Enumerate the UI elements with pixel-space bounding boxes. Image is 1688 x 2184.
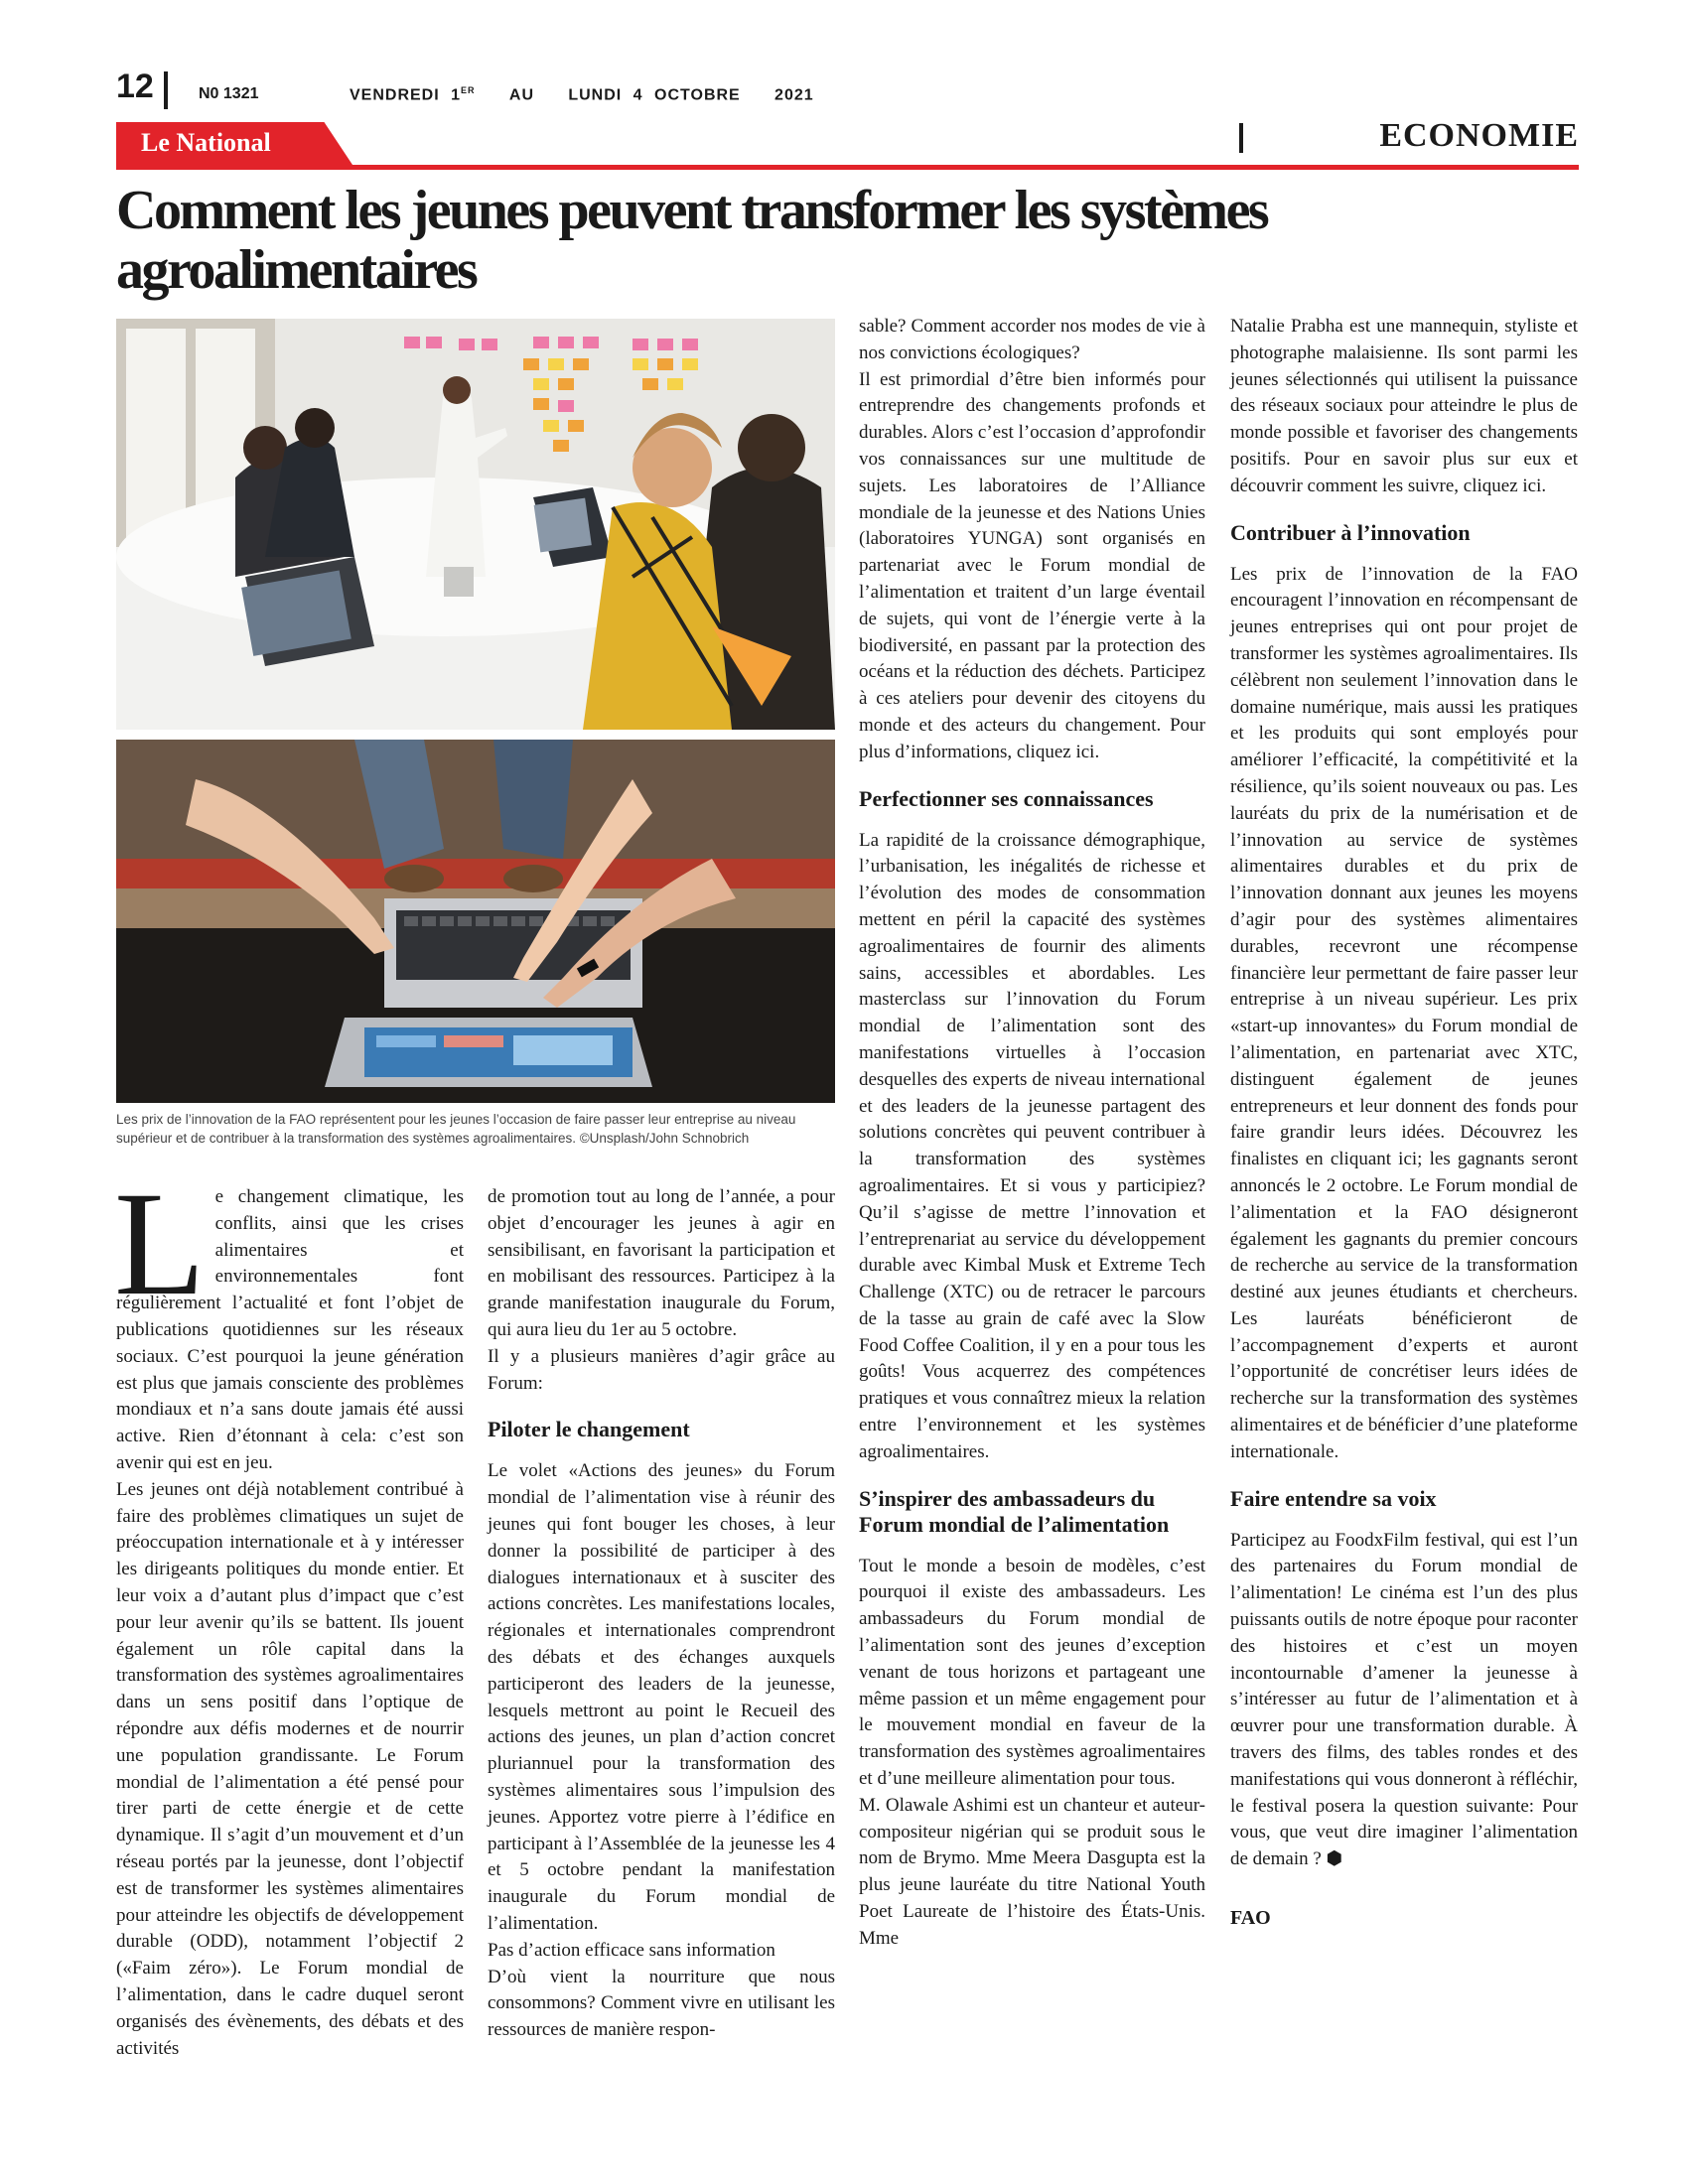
paragraph: Tout le monde a besoin de modèles, c’est pourquoi il existe des ambassadeurs. Les ambassadeurs du Forum mondial de l’alimentation sont des jeunes d’exception venant de tous horizons et partageant une même passion et un même engagement pour le mouvement mondial en faveur de la transformation des systèmes agroalimentaires et d’une meilleure alimentation pour tous. [859,1555,1205,1790]
paragraph: Natalie Prabha est une mannequin, styliste et photographe malaisienne. Ils sont parmi les jeunes sélectionnés qui utilisent la puissance des réseaux sociaux pour atteindre le plus de monde possible et favoriser des changements positifs. Pour en savoir plus sur eux et découvrir comment les suivre, cliquez ici. [1230,316,1578,496]
office-meeting-photo [116,319,835,730]
office-meeting-illustration [116,319,835,730]
paragraph: Il y a plusieurs manières d’agir grâce au Forum: [488,1345,835,1394]
subheading: Perfectionner ses connaissances [859,785,1154,811]
dateline [350,85,814,104]
paragraph: sable? Comment accorder nos modes de vie à nos convictions écologiques? [859,316,1205,363]
end-mark-icon: ⬢ [1326,1848,1343,1870]
article-headline: Comment les jeunes peuvent transformer les systèmes agroalimentaires [116,180,1268,301]
subheading: Contribuer à l’innovation [1230,519,1471,545]
intro-paragraph-text: e changement climatique, les conflits, ainsi que les crises alimentaires et environnementales font régulièrement l’actualité et font l’objet de publications quotidiennes sur les réseaux sociaux. C’est pourquoi la jeune génération est plus que jamais consciente des problèmes mondiaux et n’a sans doute jamais été aussi active. Rien d’étonnant à cela: c’est son avenir qui est en jeu. [116,1186,464,1473]
paragraph: Pas d’action efficace sans information [488,1939,775,1961]
paragraph: Les prix de l’innovation de la FAO encouragent l’innovation en récompensant de jeunes entreprises qui ont pour projet de transformer les systèmes agroalimentaires. Ils célèbrent non seulement l’innovation dans le domaine numérique, mais aussi les pratiques et les produits qui sont employés pour améliorer l’efficacité, la compétitivité et la résilience, qu’ils soient nouveaux ou pas. Les lauréats du prix de la numérisation et de l’innovation au service de systèmes alimentaires durables et du prix de l’innovation donnant aux jeunes les moyens d’agir pour des systèmes alimentaires durables, recevront une récompense financière leur permettant de faire passer leur entreprise à un niveau supérieur. Les prix «start-up innovantes» du Forum mondial de l’alimentation, en partenariat avec XTC, distinguent également de jeunes entrepreneurs et leur donnent des fonds pour faire grandir leurs idées. Découvrez les finalistes en cliquant ici; les gagnants seront annoncés le 2 octobre. Le Forum mondial de l’alimentation et la FAO désigneront également les gagnants du premier concours de recherche au service de la transformation destiné aux jeunes étudiants et chercheurs. Les lauréats bénéficieront de l’accompagnement d’experts et auront l’opportunité de concrétiser leurs idées de recherche sur la transformation des systèmes alimentaires et de bénéficier d’une plateforme internationale. [1230,563,1578,1462]
section-divider [1239,123,1243,153]
drop-cap: L [114,1161,206,1326]
header-rule [116,165,1579,170]
date-prefix: VENDREDI 1 [350,86,462,104]
page-number-divider [164,71,168,109]
closing-paragraph [1230,1528,1578,1873]
subheading: S’inspirer des ambassadeurs du Forum mondial de l’alimentation [859,1485,1170,1537]
section-title: ECONOMIE [1379,117,1579,154]
article-column-4 [1230,314,1578,1932]
paragraph: Les jeunes ont déjà notablement contribué à faire des problèmes climatiques un sujet de préoccupation internationale et à y intéresser les dirigeants politiques du monde entier. Et leur voix a d’autant plus d’impact que c’est pour leur avenir qu’ils se battent. Ils jouent également un rôle capital dans la transformation des systèmes agroalimentaires dans un sens positif dans l’optique de répondre aux défis modernes et de nourrir une population grandissante. Le Forum mondial de l’alimentation a été pensé pour tirer parti de cette énergie et de cette dynamique. Il s’agit d’un mouvement et d’un réseau portés par la jeunesse, dont l’objectif est de transformer les systèmes alimentaires pour atteindre les objectifs de développement durable (ODD), notamment l’objectif 2 («Faim zéro»). Le Forum mondial de l’alimentation, dans le cadre duquel seront organisés des évènements, des débats et des activités [116,1478,464,2059]
article-column-3 [859,314,1205,1953]
page-number: 12 [116,68,154,105]
date-superscript: ER [461,85,476,95]
photo-caption: Les prix de l’innovation de la FAO représentent pour les jeunes l’occasion de faire passer leur entreprise au niveau supérieur et de contribuer à la transformation des systèmes agroalimentaires. ©Unsplash/John Schnobrich [116,1112,796,1146]
paragraph: D’où vient la nourriture que nous consommons? Comment vivre en utilisant les ressources de manière respon- [488,1966,835,2041]
paragraph: La rapidité de la croissance démographique, l’urbanisation, les inégalités de richesse et l’évolution des modes de consommation mettent en péril la capacité des systèmes agroalimentaires de fournir des aliments sains, accessibles et abordables. Les masterclass sur l’innovation du Forum mondial de l’alimentation sont des manifestations virtuelles à l’occasion desquelles des experts de niveau international et des leaders de la jeunesse partagent des solutions concrètes qui peuvent contribuer à la transformation des systèmes agroalimentaires. Et si vous y participiez? Qu’il s’agisse de mettre l’innovation et l’entreprenariat au service du développement durable avec Kimbal Musk et Extreme Tech Challenge (XTC) ou de retracer le parcours de la tasse au grain de café avec la Slow Food Coffee Coalition, il y en a pour tous les goûts! Vous acquerrez des compétences pratiques et vous connaîtrez mieux la relation entre l’environnement et les systèmes agroalimentaires. [859,829,1205,1462]
publication-name: Le National [141,128,271,157]
paragraph: de promotion tout au long de l’année, a pour objet d’encourager les jeunes à agir en sensibilisant, en favorisant la participation et en mobilisant des ressources. Participez à la grande manifestation inaugurale du Forum, qui aura lieu du 1er au 5 octobre. [488,1186,835,1340]
paragraph: M. Olawale Ashimi est un chanteur et auteur-compositeur nigérian qui se produit sous le nom de Brymo. Mme Meera Dasgupta est la plus jeune lauréate du titre National Youth Poet Laureate de l’histoire des États-Unis. Mme [859,1794,1205,1949]
article-signature: FAO [1230,1907,1271,1930]
issue-number: N0 1321 [199,85,259,102]
closing-paragraph-text: Participez au FoodxFilm festival, qui est l’un des partenaires du Forum mondial de l’alimentation! Le cinéma est l’un des plus puissants outils de notre époque pour raconter des histoires et c’est un moyen incontournable d’amener la jeunesse à s’intéresser au futur de l’alimentation et à œuvrer pour une transformation durable. À travers des films, des tables rondes et des manifestations qui vous donneront à réfléchir, le festival posera la question suivante: Pour vous, que veut dire imaginer l’alimentation de demain ? [1230,1529,1578,1870]
paragraph: Il est primordial d’être bien informés pour entreprendre des changements profonds et durables. Alors c’est l’occasion d’approfondir vos connaissances sur une multitude de sujets. Les laboratoires de l’Alliance mondiale de la jeunesse et des Nations Unies (laboratoires YUNGA) sont organisés en partenariat avec le Forum mondial de l’alimentation et traitent d’un large éventail de sujets, qui vont de l’énergie verte à la biodiversité, en passant par la protection des océans et la réduction des déchets. Participez à ces ateliers pour devenir des citoyens du monde et des acteurs du changement. Pour plus d’informations, cliquez ici. [859,368,1205,762]
paragraph: Le volet «Actions des jeunes» du Forum mondial de l’alimentation vise à réunir des jeunes qui font bouger les choses, à leur donner la possibilité de participer à des dialogues internationaux et à susciter des actions concrètes. Les manifestations locales, régionales et internationales comprendront des débats et des échanges auxquels participeront des leaders de la jeunesse, lesquels mettront au point le Recueil des actions des jeunes, un plan d’action concret pluriannuel pour la transformation des systèmes alimentaires sous l’impulsion des jeunes. Apportez votre pierre à l’édifice en participant à l’Assemblée de la jeunesse les 4 et 5 octobre pendant la manifestation inaugurale du Forum mondial de l’alimentation. [488,1460,835,1934]
laptop-hands-photo [116,740,835,1103]
article-column-2 [488,1184,835,2044]
laptop-hands-illustration [116,740,835,1103]
date-suffix: AU LUNDI 4 OCTOBRE 2021 [508,86,814,104]
intro-paragraph [114,1161,464,1477]
subheading: Piloter le changement [488,1417,690,1442]
subheading: Faire entendre sa voix [1230,1485,1437,1511]
article-column-1 [114,1161,464,2062]
